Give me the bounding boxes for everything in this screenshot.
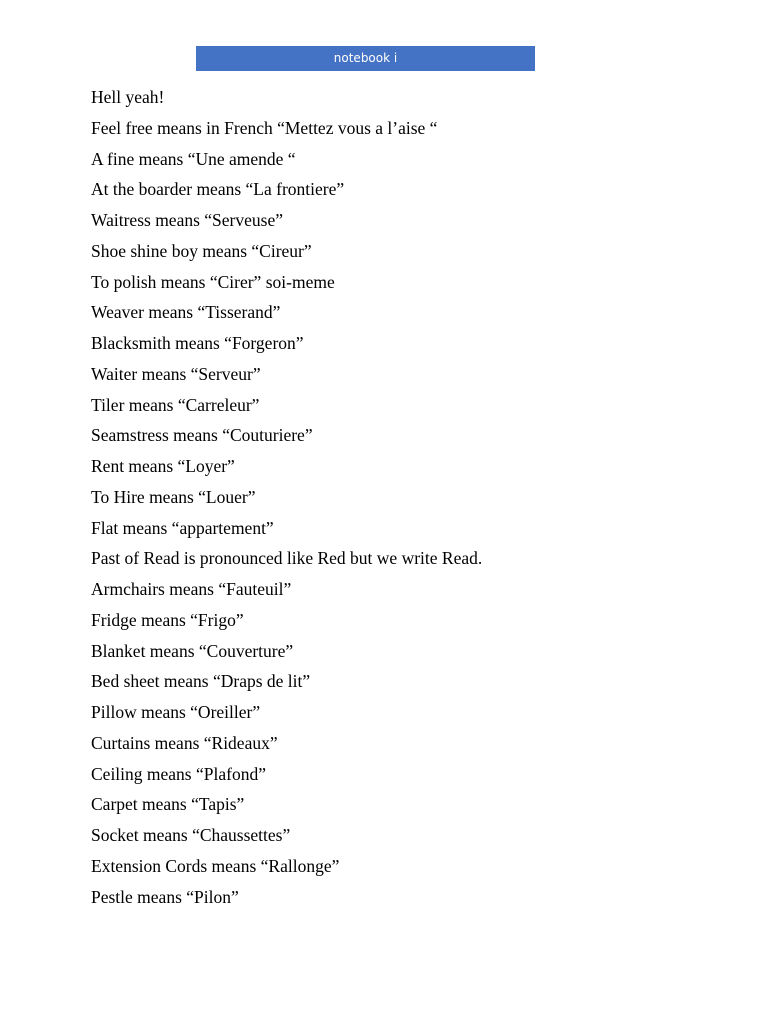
notebook-title-bar: notebook i — [196, 46, 535, 71]
note-line: Seamstress means “Couturiere” — [91, 425, 313, 446]
note-line: To polish means “Cirer” soi-meme — [91, 271, 335, 292]
note-line: Socket means “Chaussettes” — [91, 825, 291, 845]
note-line: Extension Cords means “Rallonge” — [91, 855, 340, 876]
note-line: Pillow means “Oreiller” — [91, 702, 261, 722]
note-line: Ceiling means “Plafond” — [91, 763, 266, 784]
note-line: Past of Read is pronounced like Red but we write Read. — [91, 548, 483, 569]
note-line: Rent means “Loyer” — [91, 456, 235, 476]
note-line: Fridge means “Frigo” — [91, 609, 244, 630]
note-line: Feel free means in French “Mettez vous a l’aise “ — [91, 117, 438, 138]
note-line: Bed sheet means “Draps de lit” — [91, 671, 311, 692]
note-line: Blanket means “Couverture” — [91, 640, 294, 661]
note-line: Blacksmith means “Forgeron” — [91, 333, 304, 353]
note-line: Waitress means “Serveuse” — [91, 210, 283, 230]
note-line: A fine means “Une amende “ — [91, 148, 296, 169]
note-line: To Hire means “Louer” — [91, 486, 256, 507]
note-line: Tiler means “Carreleur” — [91, 394, 260, 415]
note-line: Weaver means “Tisserand” — [91, 302, 281, 323]
note-lines — [91, 82, 731, 912]
note-line: Armchairs means “Fauteuil” — [91, 579, 292, 599]
note-line: At the boarder means “La frontiere” — [91, 179, 345, 200]
note-line: Waiter means “Serveur” — [91, 363, 261, 384]
note-line: Pestle means “Pilon” — [91, 886, 239, 907]
note-line: Carpet means “Tapis” — [91, 794, 245, 815]
note-line: Hell yeah! — [91, 87, 165, 107]
note-line: Shoe shine boy means “Cireur” — [91, 240, 312, 261]
note-line: Flat means “appartement” — [91, 517, 274, 538]
note-line: Curtains means “Rideaux” — [91, 732, 278, 753]
